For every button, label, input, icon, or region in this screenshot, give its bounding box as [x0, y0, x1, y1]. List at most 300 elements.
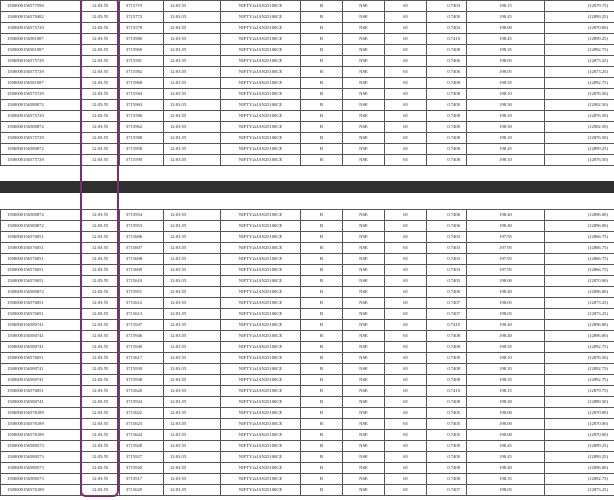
- cell-time: 12:03:55: [81, 67, 120, 78]
- cell-quantity: 65: [385, 210, 427, 221]
- cell-exchange-order-id: 3715582: [120, 67, 164, 78]
- cell-time: 12:03:55: [81, 89, 120, 100]
- table-row: [1, 89, 614, 100]
- cell-premium: 198.05: [467, 485, 545, 496]
- cell-exchange-time: 12:03:55: [164, 133, 221, 144]
- cell-market: NSE: [343, 474, 385, 485]
- cell-quantity: 65: [385, 320, 427, 331]
- cell-pnl: (12896.00): [545, 331, 614, 342]
- cell-symbol: NIFTY2sJAN25100CE: [221, 287, 301, 298]
- cell-order-id: 1500000156580741: [1, 375, 81, 386]
- cell-side: B: [301, 210, 343, 221]
- table-row: [1, 320, 614, 331]
- cell-price: 0.7405: [427, 430, 467, 441]
- cell-market: NSE: [343, 419, 385, 430]
- cell-price: 0.7407: [427, 485, 467, 496]
- cell-premium: 198.50: [467, 122, 545, 133]
- cell-price: 0.7406: [427, 210, 467, 221]
- cell-pnl: (12896.00): [545, 287, 614, 298]
- cell-exchange-time: 12:03:55: [164, 232, 221, 243]
- cell-exchange-order-id: 3715946: [120, 331, 164, 342]
- cell-premium: 197.95: [467, 265, 545, 276]
- cell-pnl: (12899.25): [545, 452, 614, 463]
- cell-side: B: [301, 474, 343, 485]
- cell-market: NSE: [343, 56, 385, 67]
- cell-order-id: 1500000156580573: [1, 452, 81, 463]
- cell-symbol: NIFTY2sJAN25100CE: [221, 100, 301, 111]
- cell-time: 12:03:55: [81, 331, 120, 342]
- cell-side: B: [301, 56, 343, 67]
- cell-pnl: (12896.00): [545, 320, 614, 331]
- cell-time: 12:03:55: [81, 386, 120, 397]
- cell-exchange-order-id: 3715584: [120, 89, 164, 100]
- cell-symbol: NIFTY2sJAN25100CE: [221, 441, 301, 452]
- cell-exchange-time: 12:03:55: [164, 331, 221, 342]
- cell-market: NSE: [343, 408, 385, 419]
- cell-premium: 197.95: [467, 254, 545, 265]
- cell-quantity: 65: [385, 342, 427, 353]
- cell-side: B: [301, 452, 343, 463]
- cell-side: B: [301, 155, 343, 166]
- table-row: [1, 122, 614, 133]
- cell-side: B: [301, 221, 343, 232]
- cell-order-id: 1500000156576051: [1, 309, 81, 320]
- cell-premium: 198.40: [467, 463, 545, 474]
- cell-price: 0.7408: [427, 397, 467, 408]
- cell-market: NSE: [343, 452, 385, 463]
- cell-price: 0.7403: [427, 243, 467, 254]
- cell-price: 0.7403: [427, 1, 467, 12]
- table-row: [1, 221, 614, 232]
- cell-symbol: NIFTY2sJAN25100CE: [221, 419, 301, 430]
- cell-side: B: [301, 463, 343, 474]
- cell-premium: 198.15: [467, 386, 545, 397]
- cell-quantity: 65: [385, 122, 427, 133]
- cell-market: NSE: [343, 364, 385, 375]
- cell-price: 0.7408: [427, 144, 467, 155]
- cell-premium: 198.35: [467, 364, 545, 375]
- cell-exchange-time: 12:03:55: [164, 89, 221, 100]
- cell-quantity: 65: [385, 386, 427, 397]
- cell-time: 12:03:55: [81, 265, 120, 276]
- cell-quantity: 65: [385, 133, 427, 144]
- cell-exchange-order-id: 3715953: [120, 221, 164, 232]
- cell-exchange-time: 12:03:55: [164, 485, 221, 496]
- cell-price: 0.7403: [427, 254, 467, 265]
- cell-quantity: 65: [385, 441, 427, 452]
- cell-time: 12:03:55: [81, 430, 120, 441]
- cell-time: 12:03:55: [81, 210, 120, 221]
- table-row: [1, 56, 614, 67]
- cell-symbol: NIFTY2sJAN25100CE: [221, 232, 301, 243]
- cell-market: NSE: [343, 1, 385, 12]
- cell-time: 12:03:55: [81, 56, 120, 67]
- cell-price: 0.7408: [427, 474, 467, 485]
- cell-market: NSE: [343, 100, 385, 111]
- table-row: [1, 309, 614, 320]
- cell-price: 0.7409: [427, 122, 467, 133]
- cell-price: 0.7410: [427, 386, 467, 397]
- cell-quantity: 65: [385, 331, 427, 342]
- cell-exchange-time: 12:03:55: [164, 45, 221, 56]
- cell-premium: 197.95: [467, 243, 545, 254]
- cell-symbol: NIFTY2sJAN25100CE: [221, 89, 301, 100]
- cell-order-id: 1500000156581087: [1, 78, 81, 89]
- table-row: [1, 485, 614, 496]
- cell-premium: 198.35: [467, 375, 545, 386]
- cell-quantity: 65: [385, 287, 427, 298]
- cell-symbol: NIFTY2sJAN25100CE: [221, 34, 301, 45]
- cell-time: 12:03:55: [81, 12, 120, 23]
- cell-exchange-order-id: 3715969: [120, 45, 164, 56]
- cell-market: NSE: [343, 243, 385, 254]
- cell-side: B: [301, 320, 343, 331]
- cell-exchange-time: 12:03:55: [164, 408, 221, 419]
- cell-side: B: [301, 34, 343, 45]
- cell-order-id: 1500000156581087: [1, 34, 81, 45]
- cell-pnl: (12896.00): [545, 210, 614, 221]
- cell-exchange-order-id: 3715617: [120, 353, 164, 364]
- cell-order-id: 1500000156575729: [1, 111, 81, 122]
- cell-premium: 198.00: [467, 276, 545, 287]
- cell-quantity: 65: [385, 485, 427, 496]
- cell-exchange-time: 12:03:55: [164, 386, 221, 397]
- cell-market: NSE: [343, 309, 385, 320]
- cell-exchange-order-id: 3715772: [120, 12, 164, 23]
- table-row: [1, 375, 614, 386]
- cell-premium: 198.35: [467, 342, 545, 353]
- cell-side: B: [301, 45, 343, 56]
- cell-exchange-order-id: 3715586: [120, 111, 164, 122]
- cell-pnl: (12873.25): [545, 298, 614, 309]
- cell-pnl: (12876.50): [545, 89, 614, 100]
- cell-pnl: (12873.25): [545, 309, 614, 320]
- cell-exchange-order-id: 3715917: [120, 474, 164, 485]
- cell-quantity: 65: [385, 474, 427, 485]
- cell-pnl: (12889.50): [545, 397, 614, 408]
- cell-quantity: 65: [385, 452, 427, 463]
- cell-order-id: 1500000156576051: [1, 254, 81, 265]
- cell-order-id: 1500000156580872: [1, 144, 81, 155]
- cell-pnl: (12892.75): [545, 364, 614, 375]
- table-row: [1, 331, 614, 342]
- cell-premium: 198.45: [467, 452, 545, 463]
- cell-time: 12:03:55: [81, 419, 120, 430]
- cell-time: 12:03:55: [81, 463, 120, 474]
- cell-quantity: 65: [385, 254, 427, 265]
- cell-pnl: (12870.00): [545, 408, 614, 419]
- cell-symbol: NIFTY2sJAN25100CE: [221, 1, 301, 12]
- cell-quantity: 65: [385, 34, 427, 45]
- cell-time: 12:03:55: [81, 364, 120, 375]
- cell-quantity: 65: [385, 430, 427, 441]
- cell-exchange-time: 12:03:55: [164, 452, 221, 463]
- cell-exchange-order-id: 3715962: [120, 122, 164, 133]
- cell-side: B: [301, 254, 343, 265]
- cell-pnl: (12870.00): [545, 430, 614, 441]
- cell-time: 12:03:55: [81, 353, 120, 364]
- cell-symbol: NIFTY2sJAN25100CE: [221, 364, 301, 375]
- cell-market: NSE: [343, 353, 385, 364]
- cell-quantity: 65: [385, 232, 427, 243]
- cell-exchange-time: 12:03:55: [164, 430, 221, 441]
- cell-market: NSE: [343, 122, 385, 133]
- cell-market: NSE: [343, 265, 385, 276]
- cell-market: NSE: [343, 320, 385, 331]
- cell-symbol: NIFTY2sJAN25100CE: [221, 320, 301, 331]
- cell-symbol: NIFTY2sJAN25100CE: [221, 210, 301, 221]
- table-row: [1, 353, 614, 364]
- cell-pnl: (12899.25): [545, 441, 614, 452]
- cell-exchange-time: 12:03:55: [164, 1, 221, 12]
- cell-exchange-time: 12:03:55: [164, 221, 221, 232]
- cell-exchange-order-id: 3715608: [120, 254, 164, 265]
- cell-quantity: 65: [385, 12, 427, 23]
- cell-exchange-time: 12:03:55: [164, 243, 221, 254]
- cell-exchange-order-id: 3715958: [120, 144, 164, 155]
- cell-pnl: (12879.75): [545, 386, 614, 397]
- cell-pnl: (12866.75): [545, 254, 614, 265]
- cell-side: B: [301, 100, 343, 111]
- cell-order-id: 1500000156576051: [1, 276, 81, 287]
- cell-price: 0.7408: [427, 111, 467, 122]
- cell-market: NSE: [343, 23, 385, 34]
- cell-quantity: 65: [385, 463, 427, 474]
- cell-price: 0.7409: [427, 100, 467, 111]
- cell-symbol: NIFTY2sJAN25100CE: [221, 430, 301, 441]
- cell-premium: 198.05: [467, 56, 545, 67]
- cell-side: B: [301, 430, 343, 441]
- cell-time: 12:03:55: [81, 78, 120, 89]
- cell-order-id: 1500000156575729: [1, 23, 81, 34]
- cell-premium: 198.35: [467, 78, 545, 89]
- cell-symbol: NIFTY2sJAN25100CE: [221, 111, 301, 122]
- cell-order-id: 1500000156576051: [1, 353, 81, 364]
- table-row: [1, 254, 614, 265]
- cell-side: B: [301, 89, 343, 100]
- cell-premium: 198.45: [467, 12, 545, 23]
- cell-pnl: (12892.75): [545, 375, 614, 386]
- cell-order-id: 1500000156580872: [1, 287, 81, 298]
- cell-time: 12:03:55: [81, 342, 120, 353]
- cell-price: 0.7408: [427, 364, 467, 375]
- cell-quantity: 65: [385, 111, 427, 122]
- table-row: [1, 67, 614, 78]
- cell-side: B: [301, 265, 343, 276]
- cell-side: B: [301, 23, 343, 34]
- cell-exchange-order-id: 3715928: [120, 441, 164, 452]
- cell-time: 12:03:55: [81, 144, 120, 155]
- cell-premium: 198.10: [467, 111, 545, 122]
- cell-time: 12:03:55: [81, 243, 120, 254]
- cell-pnl: (12899.25): [545, 34, 614, 45]
- table-row: [1, 397, 614, 408]
- cell-order-id: 1500000156580872: [1, 100, 81, 111]
- cell-exchange-order-id: 3715927: [120, 452, 164, 463]
- cell-price: 0.7407: [427, 298, 467, 309]
- cell-exchange-time: 12:03:55: [164, 56, 221, 67]
- cell-exchange-order-id: 3715954: [120, 210, 164, 221]
- cell-price: 0.7406: [427, 67, 467, 78]
- cell-side: B: [301, 232, 343, 243]
- cell-side: B: [301, 331, 343, 342]
- cell-side: B: [301, 67, 343, 78]
- cell-order-id: 1500000156580741: [1, 397, 81, 408]
- cell-exchange-order-id: 3715629: [120, 485, 164, 496]
- cell-side: B: [301, 485, 343, 496]
- cell-symbol: NIFTY2sJAN25100CE: [221, 133, 301, 144]
- cell-pnl: (12902.50): [545, 100, 614, 111]
- cell-exchange-order-id: 3715622: [120, 408, 164, 419]
- cell-exchange-order-id: 3715613: [120, 309, 164, 320]
- cell-symbol: NIFTY2sJAN25100CE: [221, 122, 301, 133]
- cell-premium: 198.35: [467, 474, 545, 485]
- cell-exchange-order-id: 3715620: [120, 386, 164, 397]
- cell-symbol: NIFTY2sJAN25100CE: [221, 276, 301, 287]
- cell-price: 0.7405: [427, 419, 467, 430]
- cell-exchange-time: 12:03:55: [164, 34, 221, 45]
- cell-side: B: [301, 111, 343, 122]
- cell-market: NSE: [343, 430, 385, 441]
- cell-price: 0.7408: [427, 133, 467, 144]
- cell-pnl: (12873.25): [545, 56, 614, 67]
- cell-quantity: 65: [385, 276, 427, 287]
- cell-quantity: 65: [385, 397, 427, 408]
- cell-order-id: 1500000156580872: [1, 122, 81, 133]
- trade-table-top: [0, 0, 614, 166]
- cell-exchange-order-id: 3715590: [120, 155, 164, 166]
- table-row: [1, 45, 614, 56]
- cell-premium: 198.50: [467, 100, 545, 111]
- cell-symbol: NIFTY2sJAN25100CE: [221, 408, 301, 419]
- cell-side: B: [301, 309, 343, 320]
- cell-side: B: [301, 408, 343, 419]
- cell-time: 12:03:55: [81, 287, 120, 298]
- cell-premium: 198.00: [467, 408, 545, 419]
- cell-order-id: 1500000156580872: [1, 221, 81, 232]
- cell-quantity: 65: [385, 89, 427, 100]
- cell-exchange-order-id: 3715581: [120, 56, 164, 67]
- cell-pnl: (12876.50): [545, 133, 614, 144]
- cell-order-id: 1500000156575729: [1, 133, 81, 144]
- cell-symbol: NIFTY2sJAN25100CE: [221, 386, 301, 397]
- cell-exchange-time: 12:03:55: [164, 375, 221, 386]
- cell-exchange-order-id: 3715920: [120, 463, 164, 474]
- table-row: [1, 276, 614, 287]
- cell-price: 0.7409: [427, 441, 467, 452]
- cell-exchange-time: 12:03:55: [164, 298, 221, 309]
- cell-premium: 198.05: [467, 67, 545, 78]
- cell-order-id: 1500000156577590: [1, 1, 81, 12]
- cell-quantity: 65: [385, 144, 427, 155]
- trade-table-top-body: [1, 1, 614, 166]
- cell-order-id: 1500000156576051: [1, 243, 81, 254]
- cell-market: NSE: [343, 342, 385, 353]
- cell-symbol: NIFTY2sJAN25100CE: [221, 298, 301, 309]
- cell-exchange-time: 12:03:55: [164, 265, 221, 276]
- table-row: [1, 408, 614, 419]
- cell-quantity: 65: [385, 155, 427, 166]
- cell-exchange-order-id: 3715610: [120, 276, 164, 287]
- cell-market: NSE: [343, 67, 385, 78]
- cell-symbol: NIFTY2sJAN25100CE: [221, 353, 301, 364]
- cell-time: 12:03:55: [81, 100, 120, 111]
- cell-order-id: 1500000156575729: [1, 155, 81, 166]
- table-row: [1, 155, 614, 166]
- cell-exchange-time: 12:03:55: [164, 364, 221, 375]
- cell-pnl: (12892.75): [545, 342, 614, 353]
- cell-exchange-order-id: 3715934: [120, 397, 164, 408]
- cell-side: B: [301, 375, 343, 386]
- cell-price: 0.7405: [427, 276, 467, 287]
- cell-price: 0.7410: [427, 320, 467, 331]
- cell-exchange-order-id: 3715980: [120, 34, 164, 45]
- cell-time: 12:03:55: [81, 485, 120, 496]
- cell-price: 0.7406: [427, 221, 467, 232]
- cell-time: 12:03:55: [81, 111, 120, 122]
- cell-time: 12:03:55: [81, 1, 120, 12]
- cell-premium: 198.10: [467, 89, 545, 100]
- cell-exchange-order-id: 3715612: [120, 298, 164, 309]
- cell-market: NSE: [343, 386, 385, 397]
- cell-market: NSE: [343, 276, 385, 287]
- table-row: [1, 463, 614, 474]
- cell-time: 12:03:55: [81, 23, 120, 34]
- cell-exchange-time: 12:03:55: [164, 254, 221, 265]
- cell-price: 0.7405: [427, 408, 467, 419]
- cell-premium: 198.10: [467, 155, 545, 166]
- cell-price: 0.7408: [427, 89, 467, 100]
- cell-market: NSE: [343, 144, 385, 155]
- cell-market: NSE: [343, 485, 385, 496]
- cell-price: 0.7404: [427, 23, 467, 34]
- cell-price: 0.7408: [427, 78, 467, 89]
- cell-side: B: [301, 1, 343, 12]
- cell-market: NSE: [343, 254, 385, 265]
- trade-table-bottom-body: [1, 210, 614, 496]
- cell-premium: 198.40: [467, 210, 545, 221]
- cell-quantity: 65: [385, 353, 427, 364]
- cell-premium: 198.00: [467, 419, 545, 430]
- cell-premium: 197.95: [467, 232, 545, 243]
- table-row: [1, 1, 614, 12]
- cell-time: 12:03:55: [81, 45, 120, 56]
- cell-time: 12:03:55: [81, 133, 120, 144]
- cell-exchange-time: 12:03:55: [164, 309, 221, 320]
- trade-table-bottom: [0, 209, 614, 496]
- cell-pnl: (12892.75): [545, 45, 614, 56]
- cell-pnl: (12866.75): [545, 243, 614, 254]
- cell-pnl: (12876.50): [545, 155, 614, 166]
- cell-premium: 198.15: [467, 1, 545, 12]
- cell-price: 0.7408: [427, 155, 467, 166]
- cell-time: 12:03:55: [81, 276, 120, 287]
- cell-price: 0.7403: [427, 265, 467, 276]
- cell-quantity: 65: [385, 298, 427, 309]
- cell-symbol: NIFTY2sJAN25100CE: [221, 452, 301, 463]
- cell-exchange-time: 12:03:55: [164, 78, 221, 89]
- cell-exchange-order-id: 3715606: [120, 232, 164, 243]
- cell-premium: 198.35: [467, 45, 545, 56]
- cell-exchange-time: 12:03:55: [164, 155, 221, 166]
- cell-premium: 198.45: [467, 441, 545, 452]
- cell-market: NSE: [343, 331, 385, 342]
- cell-side: B: [301, 276, 343, 287]
- cell-side: B: [301, 133, 343, 144]
- cell-exchange-order-id: 3715624: [120, 430, 164, 441]
- table-row: [1, 298, 614, 309]
- table-row: [1, 12, 614, 23]
